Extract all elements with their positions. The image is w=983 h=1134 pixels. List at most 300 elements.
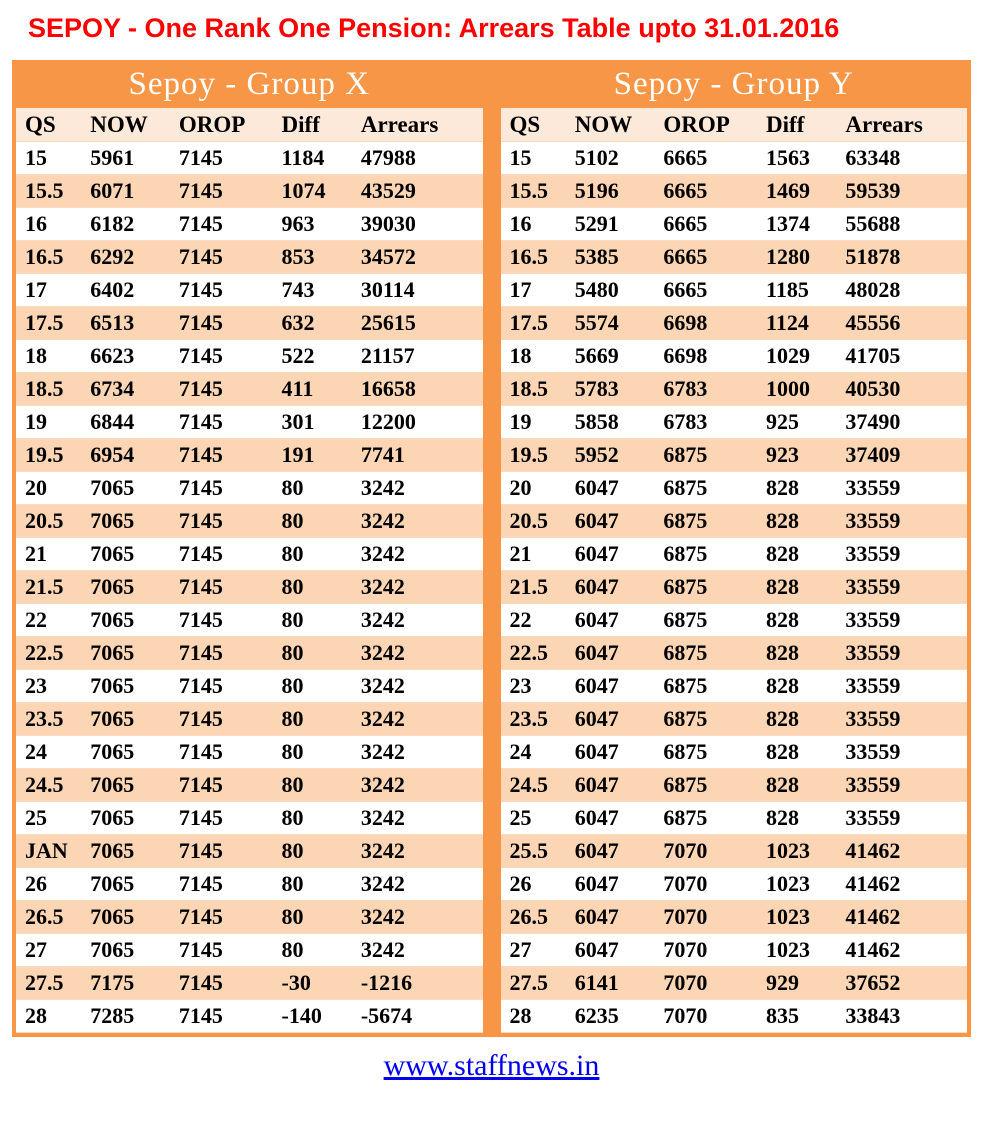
table-row bbox=[16, 504, 483, 537]
table-row bbox=[501, 207, 968, 240]
table-cell: 21.5 bbox=[16, 570, 81, 603]
table-cell: 6047 bbox=[566, 768, 655, 801]
table-cell: 7065 bbox=[81, 702, 170, 735]
table-cell: 18 bbox=[16, 339, 81, 372]
table-cell: 12200 bbox=[352, 405, 483, 438]
table-cell: 7065 bbox=[81, 735, 170, 768]
table-cell: 963 bbox=[273, 207, 352, 240]
table-cell: 828 bbox=[757, 768, 836, 801]
table-cell: 33559 bbox=[836, 471, 967, 504]
column-header-arrears: Arrears bbox=[836, 108, 967, 141]
table-cell: 6235 bbox=[566, 999, 655, 1032]
table-cell: 3242 bbox=[352, 636, 483, 669]
table-cell: 41705 bbox=[836, 339, 967, 372]
table-row bbox=[16, 339, 483, 372]
table-cell: 7145 bbox=[170, 603, 273, 636]
table-cell: 37490 bbox=[836, 405, 967, 438]
table-cell: 80 bbox=[273, 471, 352, 504]
table-cell: 5480 bbox=[566, 273, 655, 306]
table-cell: 6513 bbox=[81, 306, 170, 339]
table-cell: 828 bbox=[757, 735, 836, 768]
group-x-table bbox=[16, 108, 483, 1033]
table-cell: 6875 bbox=[654, 702, 757, 735]
table-cell: 6047 bbox=[566, 603, 655, 636]
table-cell: 6875 bbox=[654, 636, 757, 669]
table-cell: 5783 bbox=[566, 372, 655, 405]
table-cell: 3242 bbox=[352, 768, 483, 801]
table-cell: 47988 bbox=[352, 141, 483, 174]
table-cell: 5669 bbox=[566, 339, 655, 372]
table-cell: 22.5 bbox=[501, 636, 566, 669]
table-cell: 6047 bbox=[566, 702, 655, 735]
table-cell: 18.5 bbox=[501, 372, 566, 405]
table-cell: 41462 bbox=[836, 867, 967, 900]
table-body bbox=[501, 141, 968, 1032]
table-cell: 63348 bbox=[836, 141, 967, 174]
table-row bbox=[16, 801, 483, 834]
table-cell: 17.5 bbox=[501, 306, 566, 339]
table-cell: 7145 bbox=[170, 702, 273, 735]
table-cell: 1185 bbox=[757, 273, 836, 306]
table-cell: 39030 bbox=[352, 207, 483, 240]
table-row bbox=[501, 702, 968, 735]
table-cell: 25 bbox=[16, 801, 81, 834]
table-cell: 7145 bbox=[170, 207, 273, 240]
table-row bbox=[16, 834, 483, 867]
table-cell: 6292 bbox=[81, 240, 170, 273]
table-cell: 7070 bbox=[654, 999, 757, 1032]
table-cell: 33559 bbox=[836, 702, 967, 735]
table-cell: 6047 bbox=[566, 471, 655, 504]
table-cell: 6623 bbox=[81, 339, 170, 372]
table-cell: 20 bbox=[501, 471, 566, 504]
table-cell: 7070 bbox=[654, 933, 757, 966]
table-cell: 6875 bbox=[654, 768, 757, 801]
table-cell: 80 bbox=[273, 570, 352, 603]
table-row bbox=[16, 570, 483, 603]
table-cell: 853 bbox=[273, 240, 352, 273]
table-row bbox=[16, 240, 483, 273]
table-row bbox=[16, 372, 483, 405]
table-cell: 16 bbox=[16, 207, 81, 240]
table-cell: 20 bbox=[16, 471, 81, 504]
table-cell: 522 bbox=[273, 339, 352, 372]
table-row bbox=[501, 834, 968, 867]
table-cell: 6047 bbox=[566, 735, 655, 768]
table-cell: 828 bbox=[757, 504, 836, 537]
table-cell: 3242 bbox=[352, 702, 483, 735]
table-cell: 25 bbox=[501, 801, 566, 834]
table-row bbox=[16, 735, 483, 768]
table-cell: 5385 bbox=[566, 240, 655, 273]
table-body bbox=[16, 141, 483, 1032]
table-row bbox=[501, 372, 968, 405]
table-row bbox=[16, 933, 483, 966]
table-cell: 7145 bbox=[170, 735, 273, 768]
table-cell: 7145 bbox=[170, 801, 273, 834]
table-cell: 191 bbox=[273, 438, 352, 471]
table-row bbox=[501, 801, 968, 834]
table-cell: 33559 bbox=[836, 768, 967, 801]
table-cell: 7145 bbox=[170, 867, 273, 900]
table-cell: 7065 bbox=[81, 933, 170, 966]
table-cell: 21 bbox=[501, 537, 566, 570]
table-cell: 7065 bbox=[81, 768, 170, 801]
table-cell: 33559 bbox=[836, 570, 967, 603]
table-row bbox=[501, 603, 968, 636]
table-cell: 80 bbox=[273, 768, 352, 801]
table-cell: 26 bbox=[16, 867, 81, 900]
table-cell: 828 bbox=[757, 537, 836, 570]
table-cell: 33559 bbox=[836, 669, 967, 702]
table-cell: 23 bbox=[501, 669, 566, 702]
table-cell: 7145 bbox=[170, 471, 273, 504]
table-cell: 5952 bbox=[566, 438, 655, 471]
table-cell: 18.5 bbox=[16, 372, 81, 405]
table-cell: 6875 bbox=[654, 669, 757, 702]
table-cell: 37652 bbox=[836, 966, 967, 999]
column-header-qs: QS bbox=[16, 108, 81, 141]
table-cell: 3242 bbox=[352, 504, 483, 537]
table-cell: 21 bbox=[16, 537, 81, 570]
column-header-orop: OROP bbox=[170, 108, 273, 141]
table-cell: 80 bbox=[273, 669, 352, 702]
table-cell: 6875 bbox=[654, 801, 757, 834]
table-row bbox=[501, 471, 968, 504]
table-cell: 6875 bbox=[654, 570, 757, 603]
table-cell: 19.5 bbox=[501, 438, 566, 471]
table-cell: 7145 bbox=[170, 405, 273, 438]
group-x-section bbox=[16, 60, 483, 1033]
table-cell: 80 bbox=[273, 537, 352, 570]
table-cell: 22 bbox=[501, 603, 566, 636]
table-cell: 6875 bbox=[654, 735, 757, 768]
table-row bbox=[501, 867, 968, 900]
table-row bbox=[501, 504, 968, 537]
table-cell: 80 bbox=[273, 867, 352, 900]
table-cell: 1469 bbox=[757, 174, 836, 207]
table-cell: 7065 bbox=[81, 669, 170, 702]
table-cell: 22 bbox=[16, 603, 81, 636]
table-row bbox=[16, 999, 483, 1032]
table-cell: 25615 bbox=[352, 306, 483, 339]
table-cell: 6875 bbox=[654, 504, 757, 537]
table-cell: 6875 bbox=[654, 438, 757, 471]
table-cell: 17 bbox=[501, 273, 566, 306]
table-cell: 301 bbox=[273, 405, 352, 438]
table-cell: 7065 bbox=[81, 603, 170, 636]
table-cell: 6844 bbox=[81, 405, 170, 438]
table-cell: 1029 bbox=[757, 339, 836, 372]
table-cell: 6402 bbox=[81, 273, 170, 306]
table-cell: 16.5 bbox=[16, 240, 81, 273]
group-y-title: Sepoy - Group Y bbox=[501, 60, 968, 108]
table-cell: 7145 bbox=[170, 933, 273, 966]
table-cell: 743 bbox=[273, 273, 352, 306]
table-cell: 6665 bbox=[654, 240, 757, 273]
table-cell: 411 bbox=[273, 372, 352, 405]
table-cell: 6698 bbox=[654, 306, 757, 339]
table-row bbox=[501, 306, 968, 339]
table-row bbox=[501, 900, 968, 933]
table-row bbox=[16, 537, 483, 570]
table-cell: 7065 bbox=[81, 537, 170, 570]
table-cell: 3242 bbox=[352, 669, 483, 702]
table-cell: 7145 bbox=[170, 570, 273, 603]
table-cell: 6182 bbox=[81, 207, 170, 240]
table-cell: 6665 bbox=[654, 273, 757, 306]
table-cell: 7065 bbox=[81, 471, 170, 504]
table-cell: 33559 bbox=[836, 537, 967, 570]
column-header-arrears: Arrears bbox=[352, 108, 483, 141]
table-cell: 27 bbox=[501, 933, 566, 966]
table-cell: 18 bbox=[501, 339, 566, 372]
table-cell: 33559 bbox=[836, 636, 967, 669]
table-cell: 828 bbox=[757, 603, 836, 636]
table-cell: 6783 bbox=[654, 372, 757, 405]
table-cell: 923 bbox=[757, 438, 836, 471]
table-cell: 3242 bbox=[352, 933, 483, 966]
page-title: SEPOY - One Rank One Pension: Arrears Table upto 31.01.2016 bbox=[28, 13, 840, 43]
table-row bbox=[16, 867, 483, 900]
table-cell: 26.5 bbox=[16, 900, 81, 933]
table-cell: 7145 bbox=[170, 900, 273, 933]
table-cell: 1074 bbox=[273, 174, 352, 207]
table-cell: 15.5 bbox=[16, 174, 81, 207]
table-cell: 33559 bbox=[836, 801, 967, 834]
table-cell: 7145 bbox=[170, 966, 273, 999]
table-cell: 7065 bbox=[81, 570, 170, 603]
table-cell: 51878 bbox=[836, 240, 967, 273]
table-row bbox=[16, 174, 483, 207]
table-cell: 15 bbox=[501, 141, 566, 174]
table-cell: 925 bbox=[757, 405, 836, 438]
table-row bbox=[501, 636, 968, 669]
table-row bbox=[501, 735, 968, 768]
table-row bbox=[501, 537, 968, 570]
table-row bbox=[501, 438, 968, 471]
group-x-title: Sepoy - Group X bbox=[16, 60, 483, 108]
site-link[interactable]: www.staffnews.in bbox=[383, 1048, 600, 1082]
table-cell: 33843 bbox=[836, 999, 967, 1032]
table-cell: 7070 bbox=[654, 900, 757, 933]
table-row bbox=[501, 570, 968, 603]
table-cell: 6665 bbox=[654, 141, 757, 174]
table-cell: 37409 bbox=[836, 438, 967, 471]
table-cell: 929 bbox=[757, 966, 836, 999]
table-cell: 22.5 bbox=[16, 636, 81, 669]
table-cell: 16658 bbox=[352, 372, 483, 405]
table-cell: 80 bbox=[273, 702, 352, 735]
column-header-diff: Diff bbox=[273, 108, 352, 141]
table-cell: 55688 bbox=[836, 207, 967, 240]
table-cell: 59539 bbox=[836, 174, 967, 207]
table-cell: 7070 bbox=[654, 966, 757, 999]
table-cell: 23.5 bbox=[16, 702, 81, 735]
table-cell: 828 bbox=[757, 702, 836, 735]
table-cell: 7145 bbox=[170, 834, 273, 867]
table-cell: 7145 bbox=[170, 174, 273, 207]
table-cell: 828 bbox=[757, 636, 836, 669]
table-cell: 1023 bbox=[757, 867, 836, 900]
table-cell: 6047 bbox=[566, 933, 655, 966]
table-cell: -5674 bbox=[352, 999, 483, 1032]
table-cell: 5291 bbox=[566, 207, 655, 240]
table-cell: 48028 bbox=[836, 273, 967, 306]
table-row bbox=[16, 471, 483, 504]
table-cell: 7145 bbox=[170, 339, 273, 372]
table-cell: 19 bbox=[16, 405, 81, 438]
table-cell: 6875 bbox=[654, 537, 757, 570]
table-cell: 19 bbox=[501, 405, 566, 438]
table-cell: 6783 bbox=[654, 405, 757, 438]
header-row bbox=[501, 108, 968, 141]
table-cell: 23.5 bbox=[501, 702, 566, 735]
table-cell: 27.5 bbox=[16, 966, 81, 999]
table-cell: 1000 bbox=[757, 372, 836, 405]
table-cell: 3242 bbox=[352, 801, 483, 834]
table-cell: 3242 bbox=[352, 900, 483, 933]
table-row bbox=[501, 273, 968, 306]
table-cell: 23 bbox=[16, 669, 81, 702]
table-cell: 21157 bbox=[352, 339, 483, 372]
table-row bbox=[16, 141, 483, 174]
table-head bbox=[501, 108, 968, 141]
table-cell: 15 bbox=[16, 141, 81, 174]
table-row bbox=[16, 636, 483, 669]
table-cell: 6875 bbox=[654, 603, 757, 636]
table-row bbox=[501, 933, 968, 966]
table-cell: 15.5 bbox=[501, 174, 566, 207]
table-cell: 6954 bbox=[81, 438, 170, 471]
table-cell: 7145 bbox=[170, 273, 273, 306]
table-cell: 6047 bbox=[566, 504, 655, 537]
table-cell: 828 bbox=[757, 801, 836, 834]
table-cell: 45556 bbox=[836, 306, 967, 339]
table-cell: 3242 bbox=[352, 603, 483, 636]
table-cell: 3242 bbox=[352, 867, 483, 900]
table-cell: 7065 bbox=[81, 900, 170, 933]
table-cell: 21.5 bbox=[501, 570, 566, 603]
table-cell: 6071 bbox=[81, 174, 170, 207]
table-cell: 5574 bbox=[566, 306, 655, 339]
table-cell: 828 bbox=[757, 669, 836, 702]
table-cell: 7145 bbox=[170, 372, 273, 405]
table-row bbox=[16, 669, 483, 702]
table-cell: 24 bbox=[501, 735, 566, 768]
table-row bbox=[16, 966, 483, 999]
table-cell: 5961 bbox=[81, 141, 170, 174]
table-cell: 6047 bbox=[566, 867, 655, 900]
table-cell: 6665 bbox=[654, 174, 757, 207]
table-row bbox=[16, 405, 483, 438]
table-cell: 27.5 bbox=[501, 966, 566, 999]
table-cell: 30114 bbox=[352, 273, 483, 306]
table-cell: 6047 bbox=[566, 900, 655, 933]
table-cell: 7145 bbox=[170, 669, 273, 702]
table-row bbox=[16, 768, 483, 801]
table-row bbox=[16, 273, 483, 306]
table-cell: 7145 bbox=[170, 504, 273, 537]
table-row bbox=[16, 207, 483, 240]
table-cell: 80 bbox=[273, 801, 352, 834]
table-cell: JAN bbox=[16, 834, 81, 867]
table-cell: 7145 bbox=[170, 999, 273, 1032]
table-cell: 40530 bbox=[836, 372, 967, 405]
table-cell: 33559 bbox=[836, 504, 967, 537]
table-cell: 632 bbox=[273, 306, 352, 339]
table-row bbox=[16, 900, 483, 933]
table-cell: 28 bbox=[501, 999, 566, 1032]
table-cell: 24 bbox=[16, 735, 81, 768]
table-cell: 7070 bbox=[654, 834, 757, 867]
table-cell: 80 bbox=[273, 504, 352, 537]
table-cell: 7175 bbox=[81, 966, 170, 999]
table-cell: 835 bbox=[757, 999, 836, 1032]
table-row bbox=[501, 669, 968, 702]
table-cell: 3242 bbox=[352, 735, 483, 768]
table-cell: 1023 bbox=[757, 900, 836, 933]
table-cell: 3242 bbox=[352, 471, 483, 504]
table-cell: 1023 bbox=[757, 933, 836, 966]
column-header-qs: QS bbox=[501, 108, 566, 141]
table-cell: 6047 bbox=[566, 669, 655, 702]
table-row bbox=[501, 768, 968, 801]
table-cell: 7065 bbox=[81, 801, 170, 834]
table-cell: 19.5 bbox=[16, 438, 81, 471]
table-cell: 6665 bbox=[654, 207, 757, 240]
table-cell: 41462 bbox=[836, 834, 967, 867]
column-header-now: NOW bbox=[566, 108, 655, 141]
table-cell: 1563 bbox=[757, 141, 836, 174]
table-cell: 6047 bbox=[566, 801, 655, 834]
table-cell: -140 bbox=[273, 999, 352, 1032]
table-cell: 3242 bbox=[352, 570, 483, 603]
table-cell: 7065 bbox=[81, 867, 170, 900]
table-row bbox=[16, 438, 483, 471]
table-cell: 80 bbox=[273, 900, 352, 933]
table-cell: 41462 bbox=[836, 933, 967, 966]
table-cell: 7065 bbox=[81, 834, 170, 867]
table-cell: 6047 bbox=[566, 537, 655, 570]
table-row bbox=[501, 999, 968, 1032]
table-cell: 7145 bbox=[170, 438, 273, 471]
table-cell: 6047 bbox=[566, 834, 655, 867]
table-cell: 17 bbox=[16, 273, 81, 306]
table-cell: 34572 bbox=[352, 240, 483, 273]
table-row bbox=[501, 174, 968, 207]
group-y-section bbox=[501, 60, 968, 1033]
table-row bbox=[16, 702, 483, 735]
table-cell: 41462 bbox=[836, 900, 967, 933]
table-cell: 828 bbox=[757, 471, 836, 504]
table-row bbox=[501, 966, 968, 999]
table-cell: 1280 bbox=[757, 240, 836, 273]
table-cell: 20.5 bbox=[501, 504, 566, 537]
table-cell: -30 bbox=[273, 966, 352, 999]
table-cell: 1124 bbox=[757, 306, 836, 339]
table-cell: 33559 bbox=[836, 735, 967, 768]
table-cell: 7065 bbox=[81, 504, 170, 537]
table-row bbox=[501, 339, 968, 372]
footer bbox=[0, 1037, 983, 1083]
table-cell: 5102 bbox=[566, 141, 655, 174]
table-cell: 7065 bbox=[81, 636, 170, 669]
table-cell: 27 bbox=[16, 933, 81, 966]
group-y-table bbox=[501, 108, 968, 1033]
table-head bbox=[16, 108, 483, 141]
column-header-orop: OROP bbox=[654, 108, 757, 141]
